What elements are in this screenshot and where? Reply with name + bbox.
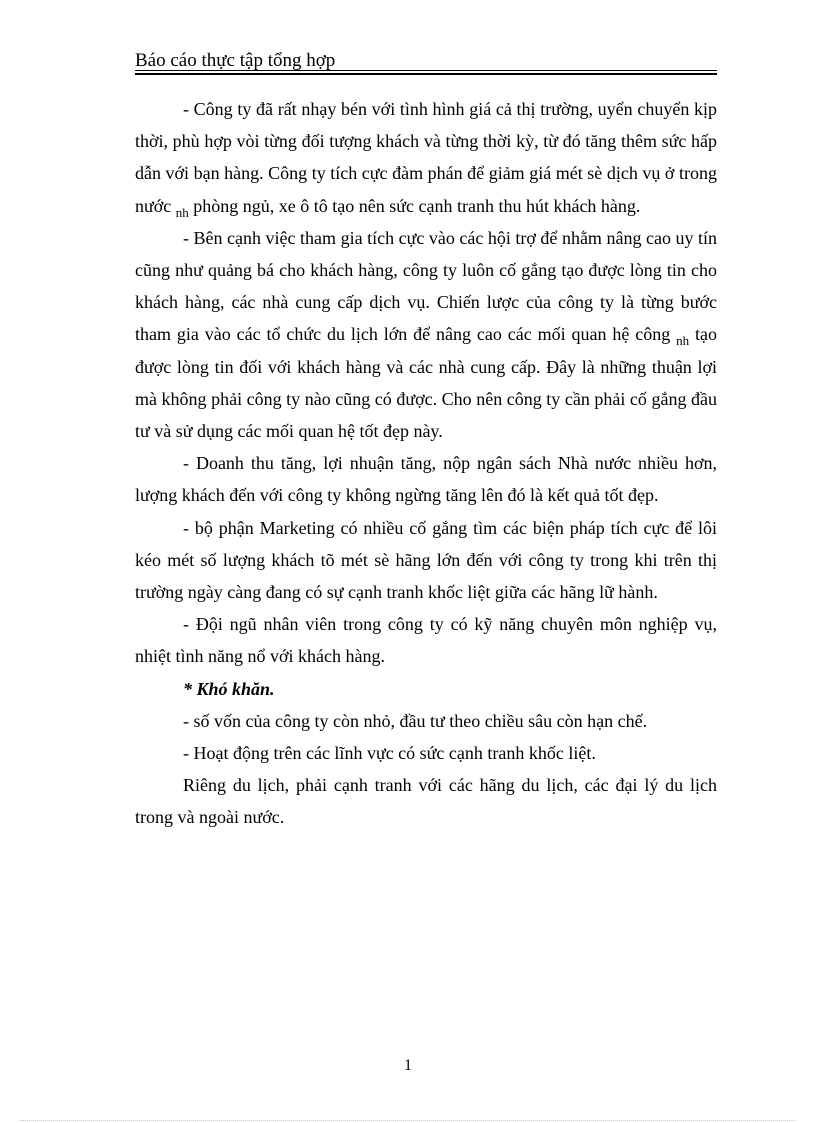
paragraph-trade-fairs	[135, 222, 717, 447]
page-number: 1	[404, 1057, 412, 1074]
paragraph-marketing: - bộ phận Marketing có nhiều cố gắng tìm các biện pháp tích cực để lôi kéo mét số lượng khách tõ mét sè hãng lớn đến với công ty trong khi trên thị trường ngày càng đang có sự cạnh tranh khốc liệt giữa các hãng lữ hành.	[135, 517, 717, 603]
header-rule-double	[135, 73, 717, 75]
paragraph-text: - Bên cạnh việc tham gia tích cực vào các hội trợ để nhằm nâng cao uy tín cũng như quảng bá cho khách hàng, công ty luôn cố gắng tạo được lòng tin cho khách hàng, các nhà cung cấp dịch vụ. Chiến lược của công ty là từng bước tham gia vào các tổ chức du lịch lớn để nâng cao các mối quan hệ công	[135, 227, 717, 345]
paragraph-capital: - số vốn của công ty còn nhỏ, đầu tư theo chiều sâu còn hạn chế.	[183, 710, 648, 731]
paragraph-price-flexibility	[135, 93, 717, 222]
document-body	[135, 93, 717, 834]
paragraph-text: - Công ty đã rất nhạy bén với tình hình giá cả thị trường, uyển chuyển kịp thời, phù hợp vòi từng đối tượng khách và từng thời kỳ, từ đó tăng thêm sức hấp dẫn với bạn hàng. Công ty tích cực đàm phán để giảm giá mét sè dịch vụ ở trong nước	[135, 99, 717, 216]
page-header	[135, 50, 717, 72]
header-title: Báo cáo thực tập tổng hợp	[135, 50, 336, 71]
subheading-difficulties: * Khó khăn.	[183, 678, 275, 699]
paragraph-revenue: - Doanh thu tăng, lợi nhuận tăng, nộp ngân sách Nhà nước nhiều hơn, lượng khách đến với công ty không ngừng tăng lên đó là kết quả tốt đẹp.	[135, 453, 717, 506]
paragraph-text: phòng ngủ, xe ô tô tạo nên sức cạnh tranh thu hút khách hàng.	[188, 195, 641, 216]
paragraph-text: tạo được lòng tin đối với khách hàng và các nhà cung cấp. Đây là những thuận lợi mà không phải công ty nào cũng có được. Cho nên công ty cần phải cố gắng đầu tư và sử dụng các mối quan hệ tốt đẹp này.	[135, 324, 717, 442]
paragraph-competition: - Hoạt động trên các lĩnh vực có sức cạnh tranh khốc liệt.	[183, 743, 596, 764]
subscript-fragment: nh	[175, 204, 189, 220]
subscript-fragment: nh	[676, 333, 690, 349]
paragraph-staff: - Đội ngũ nhân viên trong công ty có kỹ năng chuyên môn nghiệp vụ, nhiệt tình năng nổ với khách hàng.	[135, 614, 717, 667]
paragraph-tourism: Riêng du lịch, phải cạnh tranh với các hãng du lịch, các đại lý du lịch trong và ngoài nước.	[135, 775, 717, 828]
page-bottom-edge	[20, 1120, 796, 1121]
header-rule	[135, 70, 717, 71]
